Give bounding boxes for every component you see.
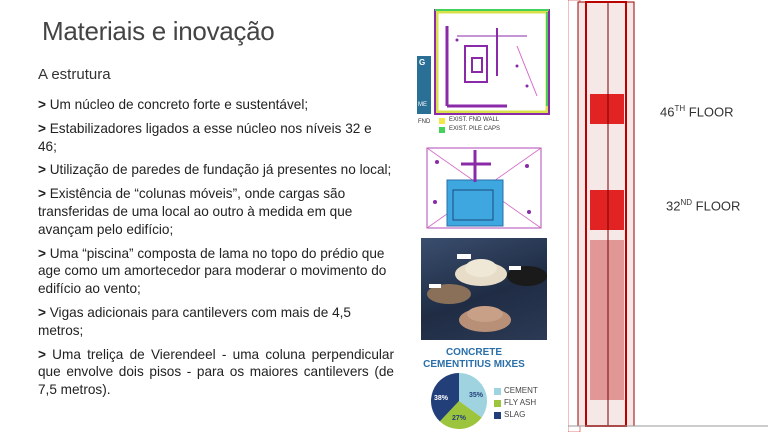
bullet-arrow-icon: >	[38, 120, 46, 136]
bullet-item	[38, 346, 394, 399]
legend-label-pile-caps: EXIST. PILE CAPS	[449, 126, 501, 132]
floor-32-word: FLOOR	[692, 198, 741, 214]
plan-sidebar-letter: G	[419, 58, 426, 67]
bullet-arrow-icon: >	[38, 186, 46, 202]
bullet-item	[38, 120, 394, 156]
floor-32-label	[666, 198, 740, 213]
plan-sidebar-bottom: FND	[418, 119, 431, 125]
bullet-arrow-icon: >	[38, 97, 46, 112]
bullet-item	[38, 245, 394, 298]
floor-46-number: 46	[660, 104, 675, 120]
structure-plan-image	[417, 142, 551, 234]
bullet-item	[38, 161, 394, 179]
bullet-arrow-icon: >	[38, 304, 46, 320]
legend-swatch-fnd-wall	[439, 118, 445, 124]
bullet-text: Estabilizadores ligados a esse núcleo nos níveis 32 e 46;	[38, 120, 372, 154]
bullet-arrow-icon: >	[38, 162, 46, 178]
legend-swatch-pile-caps	[439, 127, 445, 133]
bullet-list	[38, 96, 394, 405]
bullet-item	[38, 185, 394, 238]
structure-plan-drawing	[417, 142, 551, 234]
legend-swatch-cement	[494, 388, 501, 395]
floor-32-suffix: ND	[680, 198, 693, 207]
bullet-text: Um núcleo de concreto forte e sustentável;	[45, 97, 309, 112]
slide-subtitle: A estrutura	[38, 66, 111, 83]
bullet-arrow-icon: >	[38, 245, 46, 261]
concrete-piles-drawing	[421, 238, 547, 340]
cementitious-mixes-chart	[419, 343, 551, 429]
legend-swatch-flyash	[494, 400, 501, 407]
mixes-title: CONCRETE CEMENTITIUS MIXES	[423, 347, 525, 370]
foundation-plan-image	[417, 6, 551, 136]
floor-46-word: FLOOR	[685, 104, 734, 120]
bullet-text: Existência de “colunas móveis”, onde cargas são transferidas de uma local ao outro à medida em que avançam pelo edifício;	[38, 186, 353, 237]
legend-label-slag: SLAG	[504, 410, 526, 419]
bullet-arrow-icon: >	[38, 346, 46, 362]
bullet-text: Vigas adicionais para cantilevers com mais de 4,5 metros;	[38, 304, 351, 338]
bullet-text: Utilização de paredes de fundação já presentes no local;	[45, 162, 392, 178]
slide-title: Materiais e inovação	[42, 16, 275, 46]
floor-46-label	[660, 104, 734, 119]
legend-swatch-slag	[494, 412, 501, 419]
bullet-text: Uma “piscina” composta de lama no topo do prédio que age como um amortecedor para moderar o movimento do edifício ao vento;	[38, 245, 387, 297]
tower-elevation-image	[568, 0, 768, 432]
pie-label-slag: 38%	[434, 395, 449, 402]
legend-label-fnd-wall: EXIST. FND WALL	[449, 117, 500, 123]
concrete-mixes-photo	[421, 238, 547, 340]
floor-32-number: 32	[666, 198, 681, 214]
bullet-text: Uma treliça de Vierendeel - uma coluna perpendicular que envolve dois pisos - para os maiores cantilevers (de 7,5 metros).	[38, 346, 394, 398]
legend-label-cement: CEMENT	[504, 386, 538, 395]
plan-sidebar-text: ME	[418, 102, 427, 108]
legend-label-flyash: FLY ASH	[504, 398, 537, 407]
pie-label-cement: 35%	[469, 392, 484, 399]
tower-elevation-drawing	[568, 0, 768, 432]
bullet-item	[38, 304, 394, 340]
pie-label-flyash: 27%	[452, 415, 467, 422]
floor-46-suffix: TH	[674, 104, 686, 113]
bullet-item	[38, 96, 394, 114]
